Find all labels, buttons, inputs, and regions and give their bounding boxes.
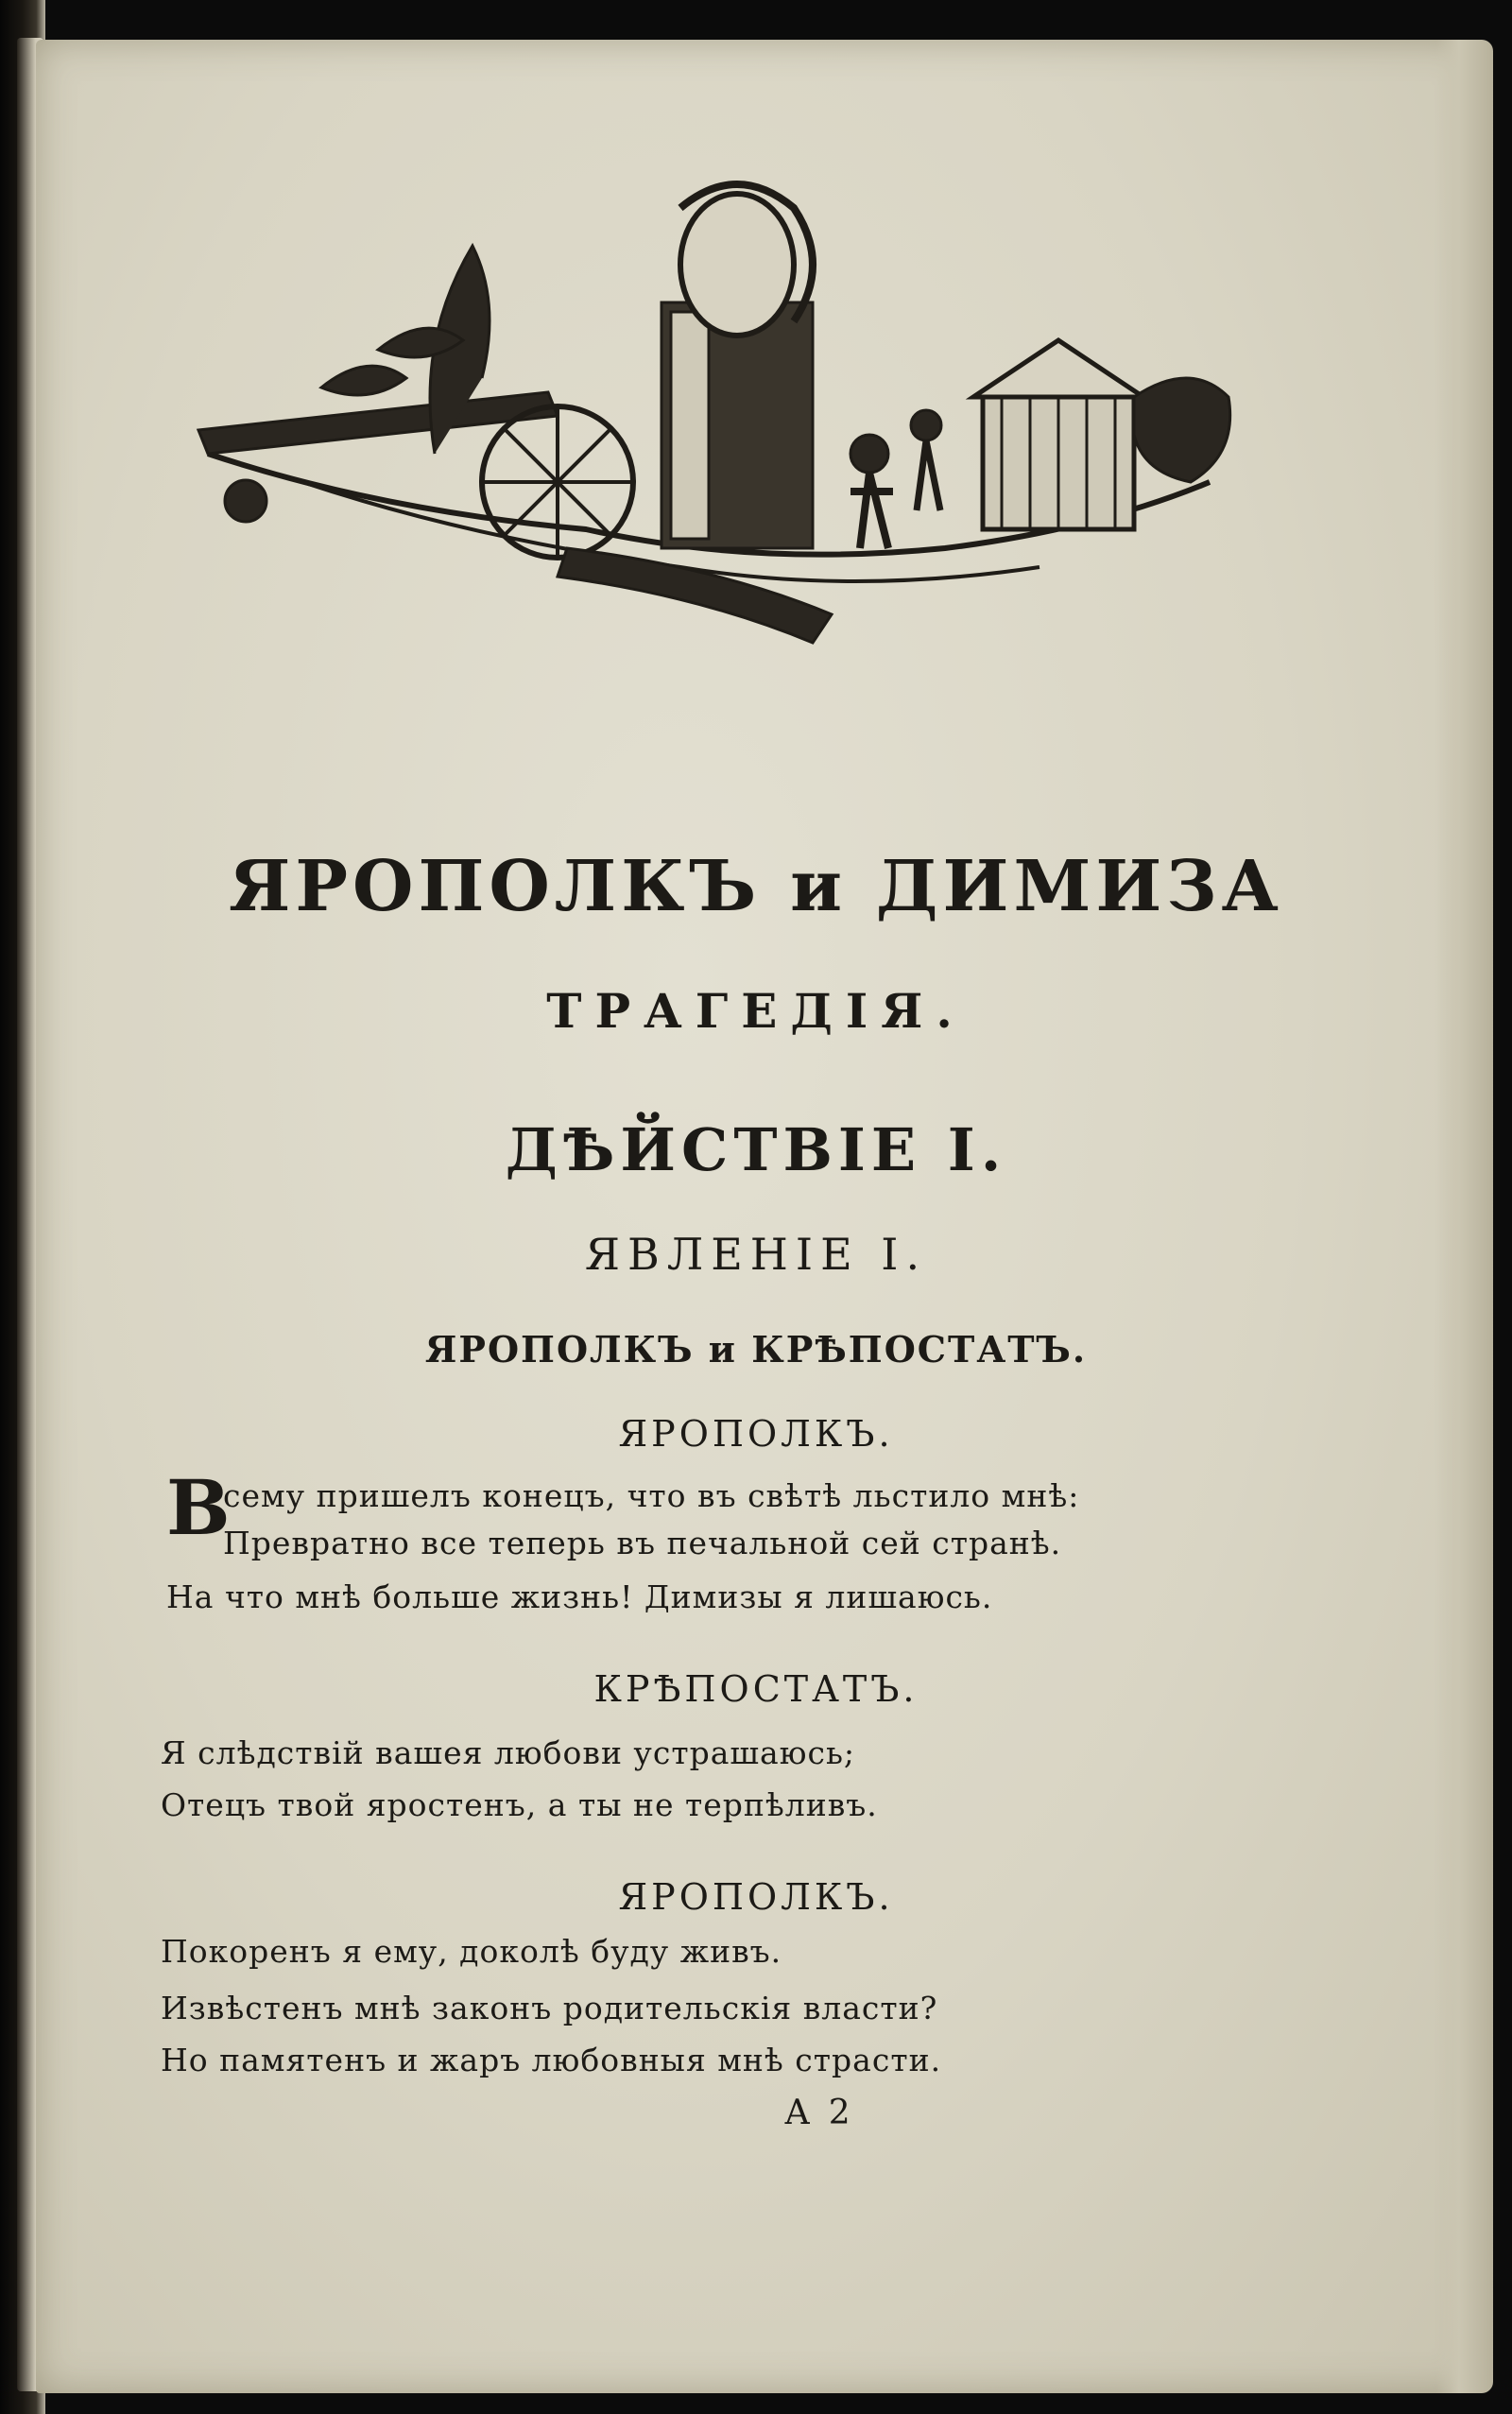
speaker-name: ЯРОПОЛКЪ. [618,1413,894,1455]
scene-heading: ЯВЛЕНІЕ I. [584,1229,928,1280]
act-heading: ДѢЙСТВІЕ I. [505,1115,1007,1184]
speaker-name: ЯРОПОЛКЪ. [618,1876,894,1918]
play-title: ЯРОПОЛКЪ и ДИМИЗА [229,846,1283,927]
verse-line: Но памятенъ и жаръ любовныя мнѣ страсти. [161,2042,942,2078]
verse-line: Превратно все теперь въ печальной сей странѣ. [223,1525,1062,1561]
dramatis-personae-line: ЯРОПОЛКЪ и КРѢПОСТАТЪ. [424,1328,1088,1371]
verse-line: Извѣстенъ мнѣ законъ родительскія власти? [161,1990,938,2026]
verse-line: Отецъ твой яростенъ, а ты не терпѣливъ. [161,1786,878,1823]
verse-line: Я слѣдствій вашея любови устрашаюсь; [161,1734,856,1771]
vignette-illustration [189,170,1247,681]
verse-line: сему пришелъ конецъ, что въ свѣтѣ льстило мнѣ: [223,1477,1080,1514]
speaker-name: КРѢПОСТАТЪ. [593,1668,919,1710]
verse-line: На что мнѣ больше жизнь! Димизы я лишаюсь. [166,1578,993,1615]
drop-cap: В [166,1463,231,1552]
page-right-edge [1436,40,1493,2393]
engraved-vignette [189,170,1247,681]
verse-line: Покоренъ я ему, доколѣ буду живъ. [161,1933,782,1970]
signature-mark: А 2 [784,2094,854,2132]
play-subtitle: ТРАГЕДІЯ. [546,983,966,1039]
